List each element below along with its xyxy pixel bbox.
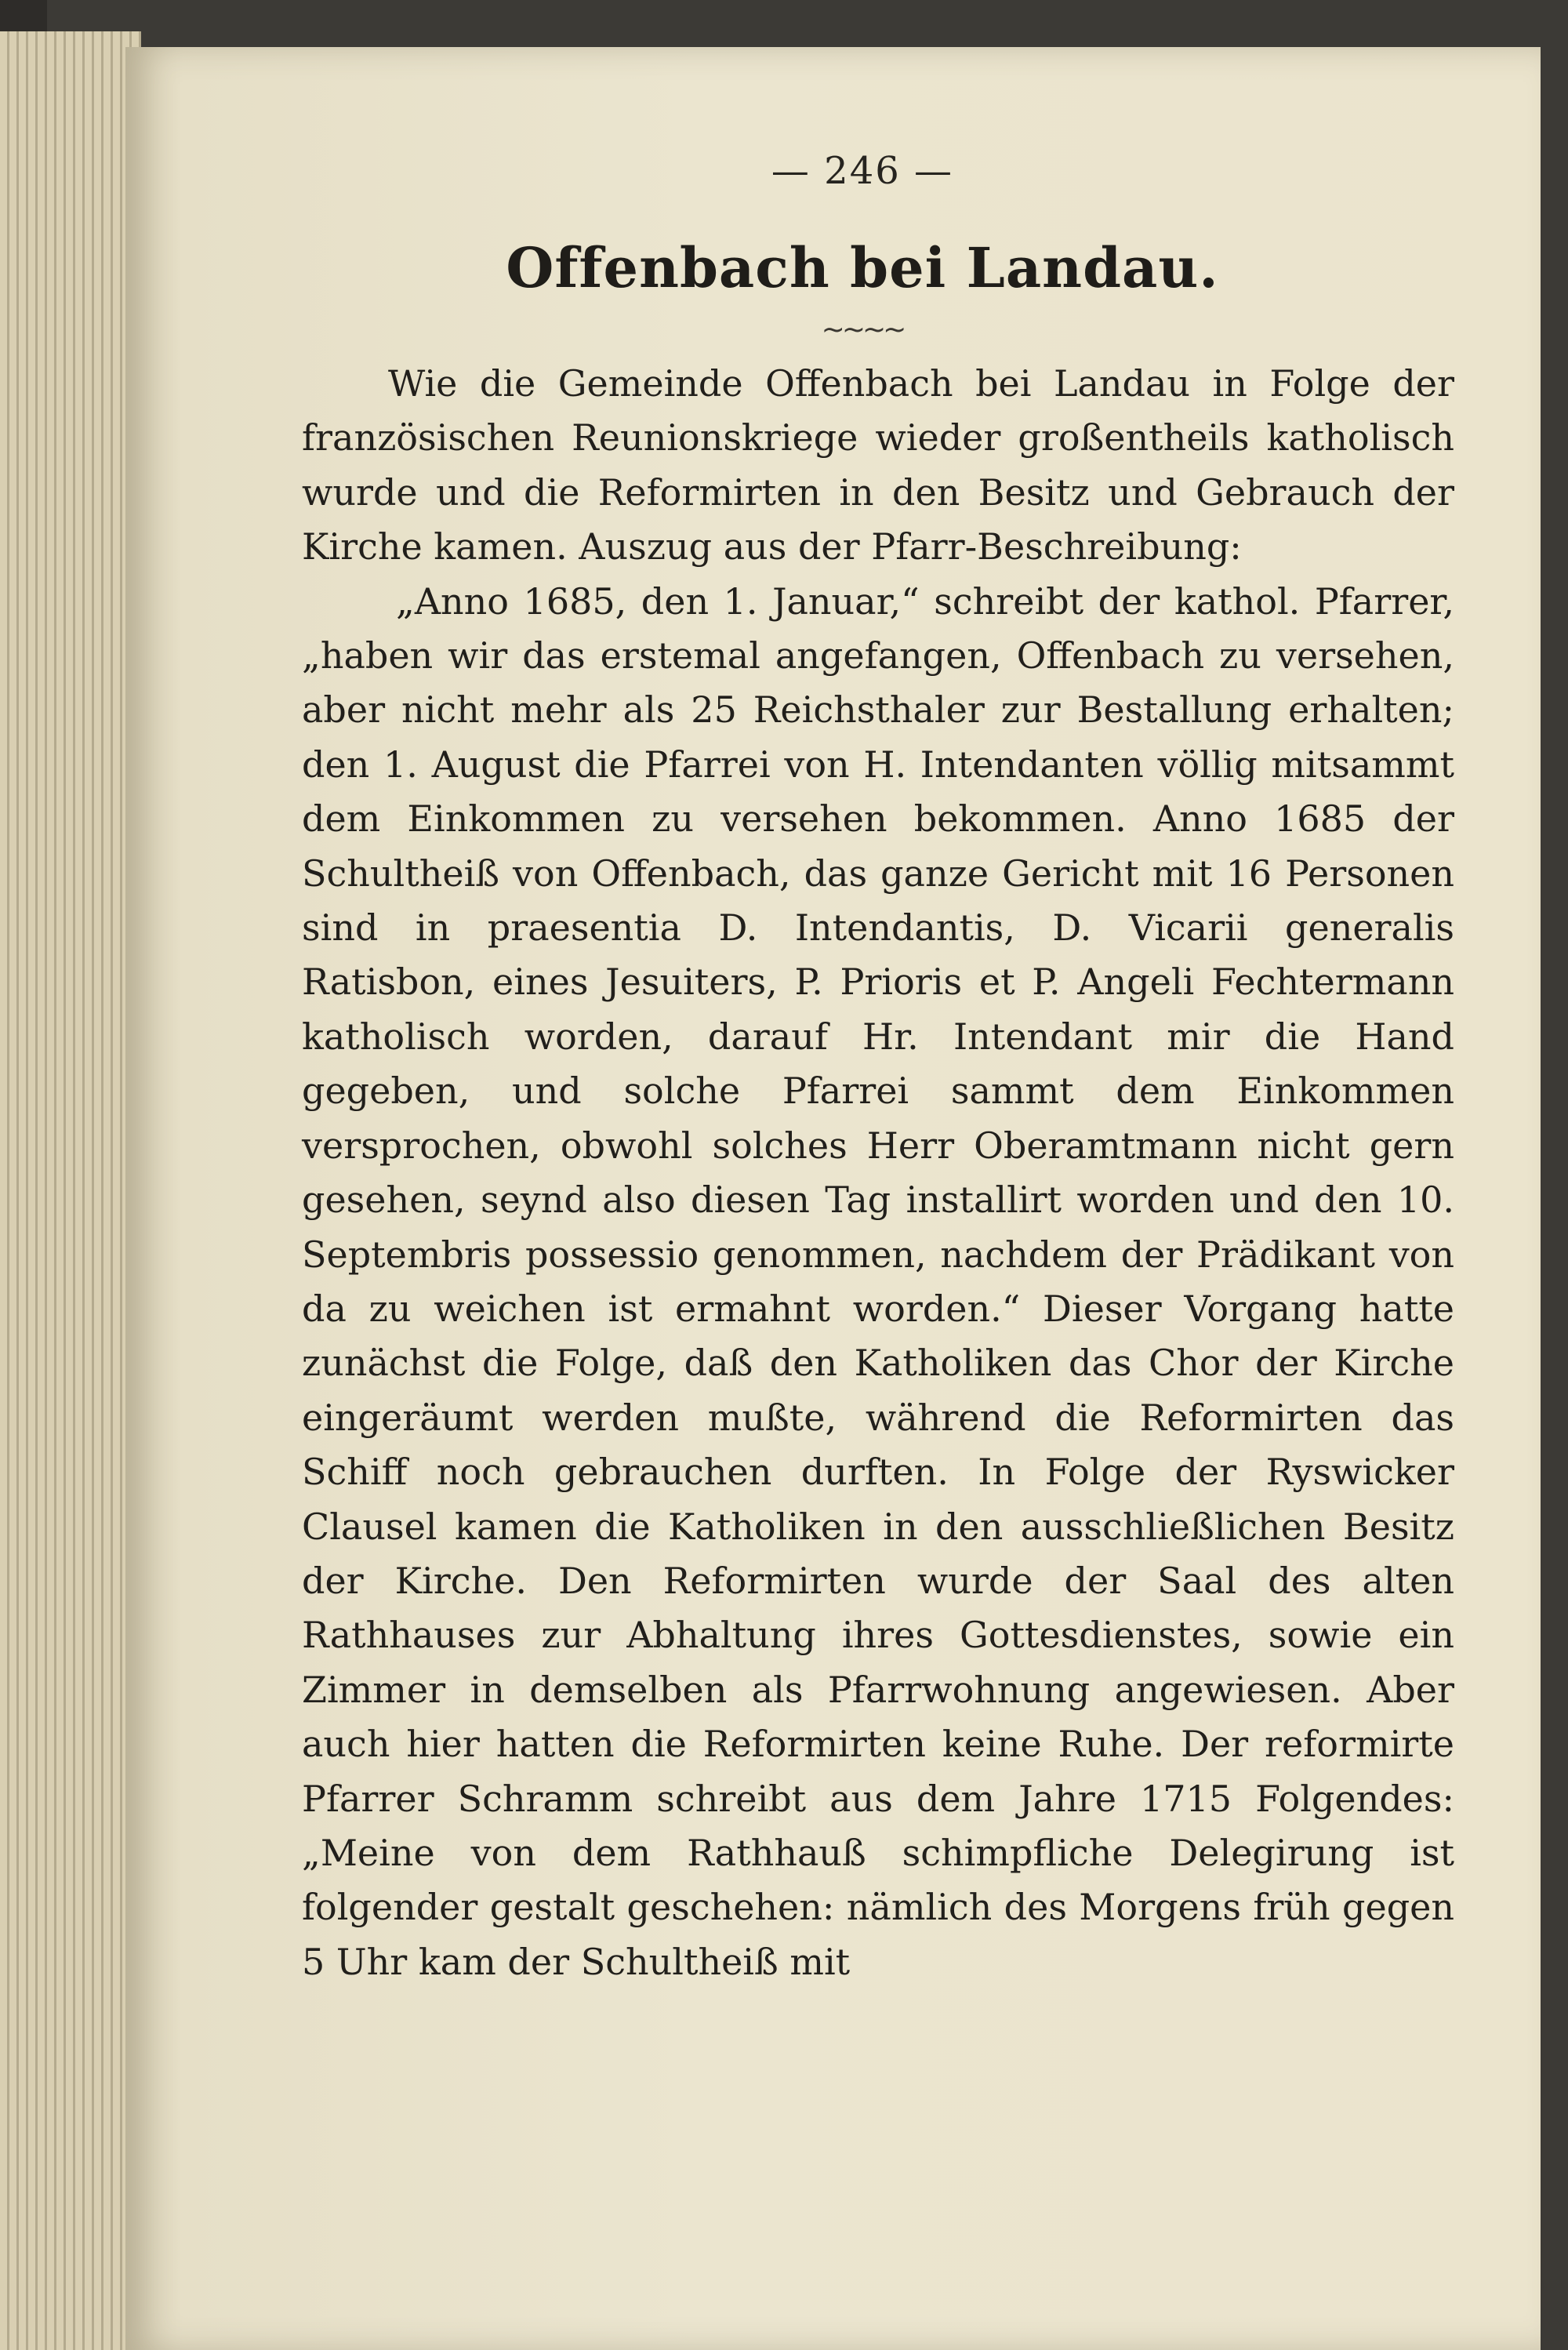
paragraph-intro: Wie die Gemeinde Offenbach bei Landau in Folge der französischen Reunionskriege wieder großentheils katholisch wurde und die Reformirten in den Besitz und Gebrauch der Kirche kamen. Auszug aus der Pfarr-Beschreibung: <box>302 362 1454 568</box>
section-title: Offenbach bei Landau. <box>506 235 1219 300</box>
paragraph-quote: „Anno 1685, den 1. Januar,“ schreibt der kathol. Pfarrer, „haben wir das erstemal angefangen, Offenbach zu versehen, aber nicht mehr als 25 Reichsthaler zur Bestallung erhalten; den 1. August die Pfarrei von H. Intendanten völlig mitsammt dem Einkommen zu versehen bekommen. Anno 1685 der Schultheiß von Offenbach, das ganze Gericht mit 16 Personen sind in praesentia D. Intendantis, D. Vicarii generalis Ratisbon, eines Jesuiters, P. Prioris et P. Angeli Fechtermann katholisch worden, darauf Hr. Intendant mir die Hand gegeben, und solche Pfarrei sammt dem Einkommen versprochen, obwohl solches Herr Oberamtmann nicht gern gesehen, seynd also diesen Tag installirt worden und den 10. Septembris possessio genommen, nachdem der Prädikant von da zu weichen ist ermahnt worden.“ Dieser Vorgang hatte zunächst die Folge, daß den Katholiken das Chor der Kirche eingeräumt werden mußte, während die Reformirten das Schiff noch gebrauchen durften. In Folge der Ryswicker Clausel kamen die Katholiken in den ausschließlichen Besitz der Kirche. Den Reformirten wurde der Saal des alten Rathhauses zur Abhaltung ihres Gottesdienstes, sowie ein Zimmer in demselben als Pfarrwohnung angewiesen. Aber auch hier hatten die Reformirten keine Ruhe. Der reformirte Pfarrer Schramm schreibt aus dem Jahre 1715 Folgendes: „Meine von dem Rathhauß schimpfliche Delegirung ist folgender gestalt geschehen: nämlich des Morgens früh gegen 5 Uhr kam der Schultheiß mit <box>302 579 1454 1983</box>
title-ornament: ~~~~ <box>821 314 904 346</box>
page-number: — 246 — <box>771 149 954 193</box>
book-page-edges <box>0 31 141 2350</box>
body-text <box>302 357 1454 1989</box>
